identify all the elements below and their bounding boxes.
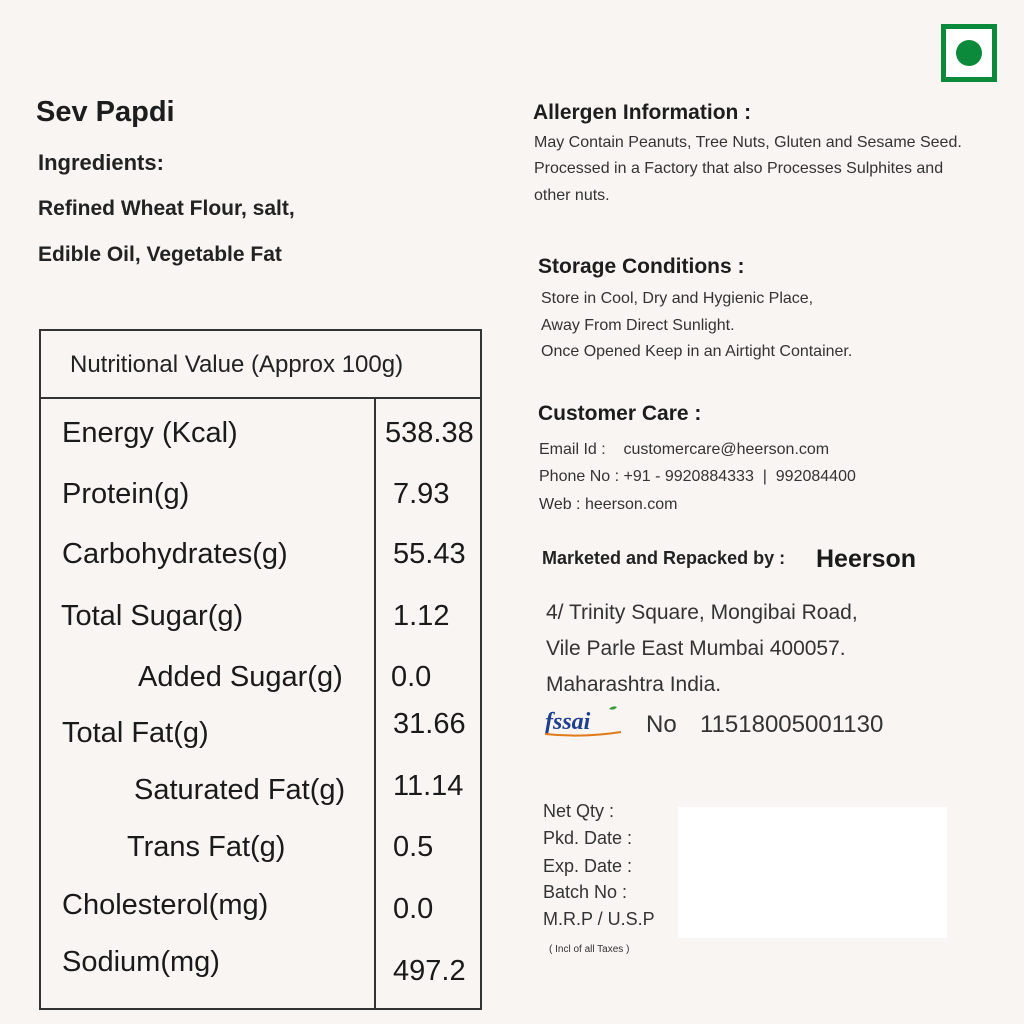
address-line: 4/ Trinity Square, Mongibai Road, <box>546 601 858 624</box>
storage-line: Away From Direct Sunlight. <box>541 317 735 334</box>
storage-line: Once Opened Keep in an Airtight Container. <box>541 343 853 360</box>
nutrition-value: 0.0 <box>393 893 434 925</box>
nutrition-table <box>39 329 482 1010</box>
nutrition-value: 0.5 <box>393 831 434 863</box>
product-name: Sev Papdi <box>36 96 175 128</box>
allergen-line: other nuts. <box>534 187 610 204</box>
nutrition-value: 31.66 <box>393 708 466 740</box>
fssai-no-label: No <box>646 711 677 738</box>
nutrition-label: Saturated Fat(g) <box>134 774 346 806</box>
nutrition-label: Trans Fat(g) <box>127 831 286 863</box>
nutrition-label: Total Fat(g) <box>62 717 209 749</box>
nutrition-value: 1.12 <box>393 600 450 632</box>
nutrition-label: Cholesterol(mg) <box>62 889 269 921</box>
fssai-license-number: 11518005001130 <box>700 711 884 738</box>
customer-care-phone: Phone No : +91 - 9920884333 | 992084400 <box>539 468 856 485</box>
tax-note: ( Incl of all Taxes ) <box>549 944 630 955</box>
nutrition-value: 497.2 <box>393 955 466 987</box>
allergen-line: May Contain Peanuts, Tree Nuts, Gluten and Sesame Seed. <box>534 134 962 151</box>
storage-line: Store in Cool, Dry and Hygienic Place, <box>541 290 814 307</box>
storage-heading: Storage Conditions : <box>538 255 745 278</box>
pkd-date-label: Pkd. Date : <box>543 828 633 848</box>
nutrition-label: Sodium(mg) <box>62 946 220 978</box>
nutrition-value: 11.14 <box>393 770 464 802</box>
address-line: Maharashtra India. <box>546 673 722 696</box>
exp-date-label: Exp. Date : <box>543 856 633 876</box>
nutrition-column-divider <box>374 397 376 1008</box>
ingredients-line: Refined Wheat Flour, salt, <box>38 197 295 220</box>
nutrition-value: 7.93 <box>393 478 450 510</box>
marketed-by-label: Marketed and Repacked by : <box>542 548 786 568</box>
nutrition-title: Nutritional Value (Approx 100g) <box>70 351 404 378</box>
nutrition-value: 538.38 <box>385 417 474 449</box>
veg-mark-icon <box>941 24 997 82</box>
customer-care-heading: Customer Care : <box>538 402 702 425</box>
allergen-line: Processed in a Factory that also Processes Sulphites and <box>534 160 944 177</box>
nutrition-label: Carbohydrates(g) <box>62 538 288 570</box>
nutrition-label: Total Sugar(g) <box>61 600 244 632</box>
ingredients-line: Edible Oil, Vegetable Fat <box>38 243 282 266</box>
address-line: Vile Parle East Mumbai 400057. <box>546 637 846 660</box>
batch-sticker-area <box>678 807 947 938</box>
ingredients-heading: Ingredients: <box>38 150 164 175</box>
nutrition-label: Energy (Kcal) <box>62 417 238 449</box>
net-qty-label: Net Qty : <box>543 801 615 821</box>
nutrition-label: Added Sugar(g) <box>138 661 343 693</box>
customer-care-web: Web : heerson.com <box>539 496 678 513</box>
nutrition-value: 0.0 <box>391 661 432 693</box>
veg-dot <box>956 40 982 66</box>
batch-no-label: Batch No : <box>543 882 628 902</box>
fssai-logo-icon <box>543 705 625 739</box>
customer-care-email: Email Id : customercare@heerson.com <box>539 441 830 458</box>
fssai-logo-text: fssai <box>545 709 591 735</box>
brand-name: Heerson <box>816 545 917 573</box>
allergen-heading: Allergen Information : <box>533 101 752 124</box>
nutrition-label: Protein(g) <box>62 478 190 510</box>
nutrition-value: 55.43 <box>393 538 466 570</box>
nutrition-header <box>41 331 480 399</box>
mrp-label: M.R.P / U.S.P <box>543 909 655 929</box>
